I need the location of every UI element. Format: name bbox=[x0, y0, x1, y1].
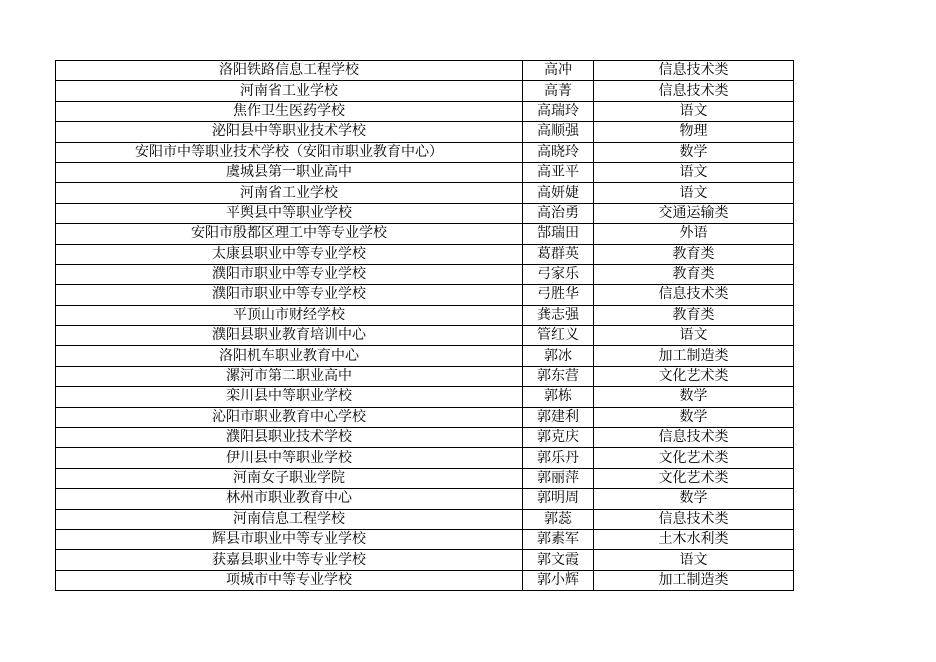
table-row bbox=[56, 489, 794, 509]
school-cell[interactable]: 河南信息工程学校 bbox=[56, 509, 523, 529]
name-cell[interactable]: 龚志强 bbox=[523, 305, 594, 325]
name-cell[interactable]: 郭文霞 bbox=[523, 550, 594, 570]
subject-cell[interactable]: 语文 bbox=[594, 162, 794, 182]
name-cell[interactable]: 高亚平 bbox=[523, 162, 594, 182]
school-cell[interactable]: 焦作卫生医药学校 bbox=[56, 101, 523, 121]
school-cell[interactable]: 太康县职业中等专业学校 bbox=[56, 244, 523, 264]
name-cell[interactable]: 高瑞玲 bbox=[523, 101, 594, 121]
subject-cell[interactable]: 土木水利类 bbox=[594, 529, 794, 549]
table-row bbox=[56, 61, 794, 81]
subject-cell[interactable]: 语文 bbox=[594, 550, 794, 570]
table-row bbox=[56, 529, 794, 549]
subject-cell[interactable]: 加工制造类 bbox=[594, 346, 794, 366]
school-cell[interactable]: 濮阳县职业技术学校 bbox=[56, 428, 523, 448]
name-cell[interactable]: 高晓玲 bbox=[523, 142, 594, 162]
table-row bbox=[56, 509, 794, 529]
subject-cell[interactable]: 数学 bbox=[594, 489, 794, 509]
name-cell[interactable]: 郭东营 bbox=[523, 366, 594, 386]
name-cell[interactable]: 高治勇 bbox=[523, 203, 594, 223]
subject-cell[interactable]: 信息技术类 bbox=[594, 428, 794, 448]
subject-cell[interactable]: 文化艺术类 bbox=[594, 468, 794, 488]
table-row bbox=[56, 101, 794, 121]
name-cell[interactable]: 管红义 bbox=[523, 326, 594, 346]
school-cell[interactable]: 伊川县中等职业学校 bbox=[56, 448, 523, 468]
name-cell[interactable]: 高冲 bbox=[523, 61, 594, 81]
school-cell[interactable]: 洛阳机车职业教育中心 bbox=[56, 346, 523, 366]
table-row bbox=[56, 244, 794, 264]
table-row bbox=[56, 570, 794, 590]
school-cell[interactable]: 虞城县第一职业高中 bbox=[56, 162, 523, 182]
subject-cell[interactable]: 文化艺术类 bbox=[594, 448, 794, 468]
school-cell[interactable]: 项城市中等专业学校 bbox=[56, 570, 523, 590]
school-cell[interactable]: 获嘉县职业中等专业学校 bbox=[56, 550, 523, 570]
subject-cell[interactable]: 信息技术类 bbox=[594, 509, 794, 529]
name-cell[interactable]: 郭乐丹 bbox=[523, 448, 594, 468]
school-cell[interactable]: 泌阳县中等职业技术学校 bbox=[56, 122, 523, 142]
table-row bbox=[56, 366, 794, 386]
subject-cell[interactable]: 信息技术类 bbox=[594, 285, 794, 305]
subject-cell[interactable]: 数学 bbox=[594, 387, 794, 407]
name-cell[interactable]: 郭冰 bbox=[523, 346, 594, 366]
school-cell[interactable]: 河南省工业学校 bbox=[56, 183, 523, 203]
school-cell[interactable]: 栾川县中等职业学校 bbox=[56, 387, 523, 407]
subject-cell[interactable]: 教育类 bbox=[594, 264, 794, 284]
subject-cell[interactable]: 教育类 bbox=[594, 305, 794, 325]
school-cell[interactable]: 濮阳市职业中等专业学校 bbox=[56, 264, 523, 284]
school-cell[interactable]: 濮阳市职业中等专业学校 bbox=[56, 285, 523, 305]
table-row bbox=[56, 142, 794, 162]
table-row bbox=[56, 162, 794, 182]
table-row bbox=[56, 122, 794, 142]
name-cell[interactable]: 郭栋 bbox=[523, 387, 594, 407]
subject-cell[interactable]: 数学 bbox=[594, 142, 794, 162]
school-cell[interactable]: 平舆县中等职业学校 bbox=[56, 203, 523, 223]
name-cell[interactable]: 葛群英 bbox=[523, 244, 594, 264]
school-cell[interactable]: 辉县市职业中等专业学校 bbox=[56, 529, 523, 549]
table-row bbox=[56, 550, 794, 570]
subject-cell[interactable]: 外语 bbox=[594, 224, 794, 244]
table-row bbox=[56, 326, 794, 346]
subject-cell[interactable]: 语文 bbox=[594, 101, 794, 121]
table-row bbox=[56, 407, 794, 427]
table-row bbox=[56, 285, 794, 305]
subject-cell[interactable]: 语文 bbox=[594, 183, 794, 203]
name-cell[interactable]: 郭素军 bbox=[523, 529, 594, 549]
table-row bbox=[56, 387, 794, 407]
table-row bbox=[56, 346, 794, 366]
name-cell[interactable]: 高妍婕 bbox=[523, 183, 594, 203]
school-cell[interactable]: 洛阳铁路信息工程学校 bbox=[56, 61, 523, 81]
name-cell[interactable]: 高顺强 bbox=[523, 122, 594, 142]
school-cell[interactable]: 平顶山市财经学校 bbox=[56, 305, 523, 325]
table-row bbox=[56, 448, 794, 468]
name-cell[interactable]: 郭蕊 bbox=[523, 509, 594, 529]
name-cell[interactable]: 弓家乐 bbox=[523, 264, 594, 284]
roster-table-body bbox=[56, 61, 794, 591]
subject-cell[interactable]: 交通运输类 bbox=[594, 203, 794, 223]
school-cell[interactable]: 河南省工业学校 bbox=[56, 81, 523, 101]
table-row bbox=[56, 81, 794, 101]
school-cell[interactable]: 林州市职业教育中心 bbox=[56, 489, 523, 509]
name-cell[interactable]: 郭明周 bbox=[523, 489, 594, 509]
table-row bbox=[56, 183, 794, 203]
school-cell[interactable]: 安阳市殷都区理工中等专业学校 bbox=[56, 224, 523, 244]
name-cell[interactable]: 郭克庆 bbox=[523, 428, 594, 448]
name-cell[interactable]: 高菁 bbox=[523, 81, 594, 101]
school-cell[interactable]: 河南女子职业学院 bbox=[56, 468, 523, 488]
name-cell[interactable]: 郭建利 bbox=[523, 407, 594, 427]
table-row bbox=[56, 264, 794, 284]
school-cell[interactable]: 漯河市第二职业高中 bbox=[56, 366, 523, 386]
table-row bbox=[56, 305, 794, 325]
subject-cell[interactable]: 文化艺术类 bbox=[594, 366, 794, 386]
table-row bbox=[56, 224, 794, 244]
subject-cell[interactable]: 信息技术类 bbox=[594, 61, 794, 81]
subject-cell[interactable]: 数学 bbox=[594, 407, 794, 427]
roster-table bbox=[55, 60, 794, 591]
subject-cell[interactable]: 信息技术类 bbox=[594, 81, 794, 101]
subject-cell[interactable]: 加工制造类 bbox=[594, 570, 794, 590]
school-cell[interactable]: 沁阳市职业教育中心学校 bbox=[56, 407, 523, 427]
name-cell[interactable]: 弓胜华 bbox=[523, 285, 594, 305]
subject-cell[interactable]: 语文 bbox=[594, 326, 794, 346]
table-row bbox=[56, 428, 794, 448]
school-cell[interactable]: 濮阳县职业教育培训中心 bbox=[56, 326, 523, 346]
subject-cell[interactable]: 物理 bbox=[594, 122, 794, 142]
name-cell[interactable]: 郭丽萍 bbox=[523, 468, 594, 488]
table-row bbox=[56, 468, 794, 488]
name-cell[interactable]: 郭小辉 bbox=[523, 570, 594, 590]
table-row bbox=[56, 203, 794, 223]
school-cell[interactable]: 安阳市中等职业技术学校（安阳市职业教育中心） bbox=[56, 142, 523, 162]
subject-cell[interactable]: 教育类 bbox=[594, 244, 794, 264]
name-cell[interactable]: 郜瑞田 bbox=[523, 224, 594, 244]
